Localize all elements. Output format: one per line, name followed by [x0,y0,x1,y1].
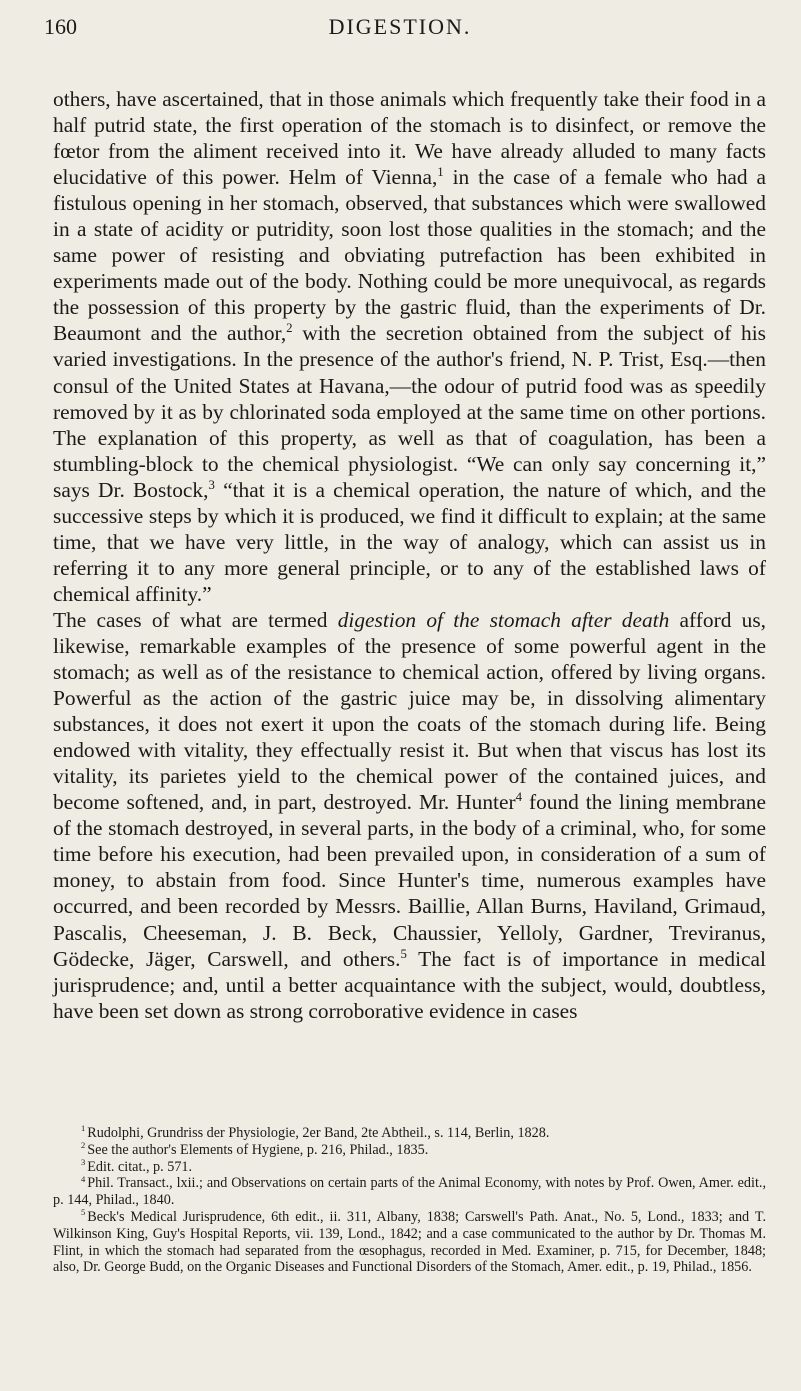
footnote-mark: 4 [81,1173,86,1184]
footnote-2 [53,1142,766,1159]
footnotes [53,1125,766,1276]
footnote-mark: 2 [81,1140,86,1151]
running-head [44,10,756,44]
footnote-text: Phil. Transact., lxii.; and Observations on certain parts of the Animal Economy, with notes by Prof. Owen, Amer. edit., p. 144, Philad., 1840. [53,1175,766,1209]
footnote-3 [53,1156,766,1176]
footnote-ref: 3 [208,477,215,492]
footnote-5 [53,1209,766,1276]
footnote-text: Rudolphi, Grundriss der Physiologie, 2er Band, 2te Abtheil., s. 114, Berlin, 1828. [87,1125,550,1141]
paragraph-2 [53,607,766,1024]
footnote-ref: 2 [286,321,293,336]
footnote-text: Beck's Medical Jurisprudence, 6th edit., ii. 311, Albany, 1838; Carswell's Path. Anat., No. 5, Lond., 1833; and T. Wilkinson King, Guy's Hospital Reports, vii. 139, Lond., 1842; and a case communicated to the author by Dr. Thomas M. Flint, in which the stomach had separated from the œsophagus, recorded in Med. Examiner, p. 715, for December, 1848; also, Dr. George Budd, on the Organic Diseases and Functional Disorders of the Stomach, Amer. edit., p. 19, Philad., 1856. [53,1208,766,1276]
footnote-text: See the author's Elements of Hygiene, p. 216, Philad., 1835. [87,1141,429,1158]
text-run: The fact is of importance in medical jurisprudence; and, until a better acquaintance with the subject, would, doubtless, have been set down as strong corroborative evidence in cases [53,946,766,1023]
text-run: in the case of a female who had a fistulous opening in her stomach, observed, that substances which were swallowed in a state of acidity or putridity, soon lost those qualities in the stomach; and the same power of resisting and obviating putrefaction has been exhibited in experiments made out of the body. Nothing could be more unequivocal, as regards the possession of this property by the gastric fluid, than the experiments of Dr. Beaumont and the author, [53,165,766,346]
footnote-ref: 4 [515,790,523,805]
page-number: 160 [44,14,77,39]
text-run: “that it is a chemical operation, the nature of which, and the successive steps by which it is produced, we find it difficult to explain; at the same time, that we have very little, in the way of analogy, which can assist us in referring it to any more general principle, or to any of the established laws of chemical affinity.” [53,477,767,606]
paragraph-1 [53,86,766,607]
footnote-mark: 3 [81,1156,86,1167]
footnote-text: Edit. citat., p. 571. [87,1158,193,1175]
footnote-ref: 5 [400,946,407,961]
body-text [53,86,766,1024]
running-title: DIGESTION. [328,14,472,39]
text-run: found the lining membrane of the stomach destroyed, in several parts, in the body of a criminal, who, for some time before his execution, had been prevailed upon, in consideration of a sum of money, to abstain from food. Since Hunter's time, numerous examples have occurred, and been recorded by Messrs. Baillie, Allan Burns, Haviland, Grimaud, Pascalis, Cheeseman, J. B. Beck, Chaussier, Yelloly, Gardner, Treviranus, Gödecke, Jäger, Carswell, and others. [53,790,766,971]
text-run: others, have ascertained, that in those animals which frequently take their food in a half putrid state, the first operation of the stomach is to disinfect, or remove the fœtor from the aliment received into it. We have already alluded to many facts elucidative of this power. Helm of Vienna, [53,87,766,190]
footnote-mark: 5 [81,1207,86,1218]
italic-phrase: digestion of the stomach after death [337,607,670,632]
footnote-1 [53,1125,766,1142]
text-run: The cases of what are termed [53,607,338,632]
text-run: afford us, likewise, remarkable examples of the presence of some powerful agent in the stomach; as well as of the resistance to chemical action, offered by living organs. Powerful as the action of the gastric juice may be, in dissolving alimentary substances, it does not exert it upon the coats of the stomach during life. Being endowed with vitality, they effectually resist it. But when that viscus has lost its vitality, its parietes yield to the chemical power of the contained juices, and become softened, and, in part, destroyed. Mr. Hunter [53,607,767,815]
footnote-mark: 1 [81,1123,86,1134]
footnote-ref: 1 [437,165,444,180]
text-run: with the secretion obtained from the subject of his varied investigations. In the presence of the author's friend, N. P. Trist, Esq.—then consul of the United States at Havana,—the odour of putrid food was as speedily removed by it as by chlorinated soda employed at the same time on other portions. The explanation of this property, as well as that of coagulation, has been a stumbling-block to the chemical physiologist. “We can only say concerning it,” says Dr. Bostock, [53,321,766,502]
footnote-4 [53,1175,766,1209]
